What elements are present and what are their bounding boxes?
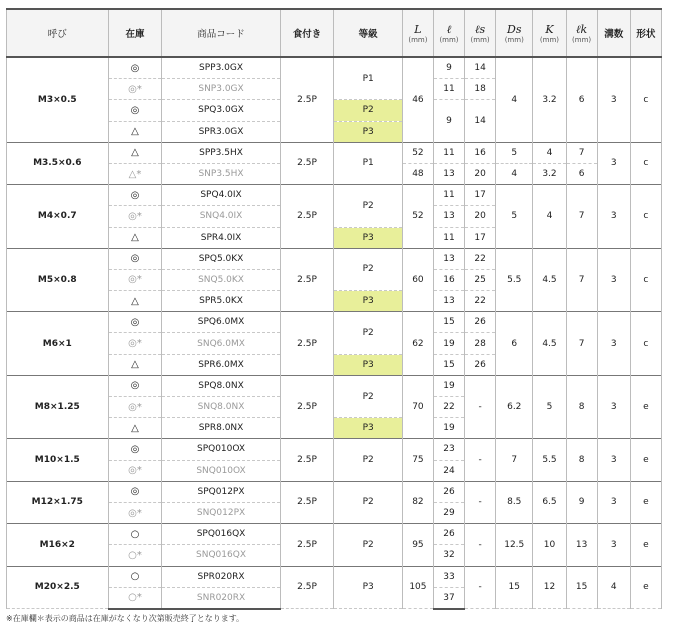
l-value: 13 [433, 291, 464, 312]
ls-value: 26 [465, 312, 496, 333]
stock-mark: △* [108, 163, 162, 184]
bite-value: 2.5P [280, 312, 334, 376]
l-value: 11 [433, 79, 464, 100]
nominal-size: M6×1 [7, 312, 109, 376]
product-code: SNP3.0GX [162, 79, 280, 100]
lk-value: 7 [566, 185, 597, 249]
grade-value: P2 [334, 524, 402, 566]
shape-value: c [630, 248, 661, 312]
grade-value: P2 [334, 312, 402, 354]
stock-mark: ○ [108, 566, 162, 587]
ls-value: - [465, 481, 496, 523]
K-value: 3.2 [533, 57, 566, 142]
l-value: 26 [433, 481, 464, 502]
lk-value: 15 [566, 566, 597, 609]
product-code: SPR6.0MX [162, 354, 280, 375]
header-ls [465, 9, 496, 57]
l-value: 33 [433, 566, 464, 587]
lk-value: 6 [566, 57, 597, 142]
stock-mark: △ [108, 354, 162, 375]
L-value: 105 [402, 566, 433, 609]
product-code: SPP3.0GX [162, 57, 280, 79]
ls-value: 22 [465, 291, 496, 312]
Ds-value: 12.5 [496, 524, 533, 566]
header-lk-unit: (mm) [572, 35, 592, 44]
product-code: SNQ010OX [162, 460, 280, 481]
header-ls-unit: (mm) [470, 35, 490, 44]
header-bite: 食付き [280, 9, 334, 57]
shape-value: c [630, 185, 661, 249]
l-value: 15 [433, 312, 464, 333]
l-value: 26 [433, 524, 464, 545]
stock-mark: ◎ [108, 312, 162, 333]
l-value: 29 [433, 502, 464, 523]
header-l-symbol: ℓ [446, 22, 452, 36]
flutes-value: 3 [597, 185, 630, 249]
L-value: 48 [402, 163, 433, 184]
bite-value: 2.5P [280, 248, 334, 312]
l-value: 11 [433, 142, 464, 163]
product-code: SPQ010OX [162, 439, 280, 460]
bite-value: 2.5P [280, 57, 334, 142]
header-Ds-unit: (mm) [504, 35, 524, 44]
l-value: 22 [433, 397, 464, 418]
product-code: SPQ4.0IX [162, 185, 280, 206]
l-value: 9 [433, 57, 464, 79]
grade-value: P3 [334, 121, 402, 142]
flutes-value: 3 [597, 248, 630, 312]
lk-value: 9 [566, 481, 597, 523]
L-value: 46 [402, 57, 433, 142]
K-value: 4.5 [533, 248, 566, 312]
lk-value: 7 [566, 142, 597, 163]
bite-value: 2.5P [280, 481, 334, 523]
tap-spec-table [6, 8, 662, 610]
stock-mark: △ [108, 121, 162, 142]
stock-mark: ○* [108, 545, 162, 566]
header-K-unit: (mm) [539, 35, 560, 44]
ls-value: - [465, 524, 496, 566]
product-code: SNQ6.0MX [162, 333, 280, 354]
stock-mark: ◎* [108, 206, 162, 227]
header-L [402, 9, 433, 57]
product-code: SPQ016QX [162, 524, 280, 545]
l-value: 19 [433, 418, 464, 439]
flutes-value: 4 [597, 566, 630, 609]
product-code: SPR020RX [162, 566, 280, 587]
header-shape: 形状 [630, 9, 661, 57]
product-code: SPQ8.0NX [162, 375, 280, 396]
product-code: SPR8.0NX [162, 418, 280, 439]
grade-value: P2 [334, 375, 402, 417]
stock-mark: ◎ [108, 248, 162, 269]
Ds-value: 4 [496, 163, 533, 184]
L-value: 52 [402, 185, 433, 249]
l-value: 24 [433, 460, 464, 481]
K-value: 4 [533, 185, 566, 249]
header-nominal: 呼び [7, 9, 109, 57]
K-value: 4 [533, 142, 566, 163]
product-code: SPQ3.0GX [162, 100, 280, 121]
grade-value: P1 [334, 142, 402, 184]
shape-value: e [630, 439, 661, 481]
shape-value: e [630, 524, 661, 566]
bite-value: 2.5P [280, 375, 334, 439]
stock-mark: ◎ [108, 57, 162, 79]
product-code: SNQ012PX [162, 502, 280, 523]
l-value: 19 [433, 375, 464, 396]
grade-value: P2 [334, 481, 402, 523]
table-row [7, 57, 662, 79]
stock-mark: ◎* [108, 269, 162, 290]
L-value: 52 [402, 142, 433, 163]
stock-mark: △ [108, 418, 162, 439]
l-value: 9 [433, 100, 464, 142]
product-code: SNQ5.0KX [162, 269, 280, 290]
stock-mark: ◎* [108, 460, 162, 481]
stock-mark: △ [108, 142, 162, 163]
header-L-symbol: L [414, 22, 422, 36]
product-code: SNQ4.0IX [162, 206, 280, 227]
K-value: 10 [533, 524, 566, 566]
header-code: 商品コード [162, 9, 280, 57]
shape-value: c [630, 142, 661, 184]
shape-value: c [630, 312, 661, 376]
stock-mark: ◎ [108, 375, 162, 396]
ls-value: 26 [465, 354, 496, 375]
product-code: SNQ016QX [162, 545, 280, 566]
header-ls-symbol: ℓs [474, 22, 486, 36]
stock-mark: ◎* [108, 502, 162, 523]
L-value: 75 [402, 439, 433, 481]
nominal-size: M4×0.7 [7, 185, 109, 249]
header-row [7, 9, 662, 57]
product-code: SPR5.0KX [162, 291, 280, 312]
flutes-value: 3 [597, 312, 630, 376]
table-row [7, 481, 662, 502]
ls-value: 17 [465, 227, 496, 248]
nominal-size: M8×1.25 [7, 375, 109, 439]
ls-value: 17 [465, 185, 496, 206]
l-value: 13 [433, 206, 464, 227]
header-lk [566, 9, 597, 57]
table-row [7, 142, 662, 163]
header-Ds-symbol: Ds [507, 22, 522, 36]
grade-value: P2 [334, 185, 402, 227]
bite-value: 2.5P [280, 524, 334, 566]
stock-mark: ◎ [108, 185, 162, 206]
ls-value: - [465, 375, 496, 439]
stock-mark: △ [108, 291, 162, 312]
Ds-value: 4 [496, 57, 533, 142]
l-value: 19 [433, 333, 464, 354]
table-row [7, 248, 662, 269]
ls-value: - [465, 439, 496, 481]
table-row [7, 312, 662, 333]
grade-value: P2 [334, 248, 402, 290]
l-value: 13 [433, 163, 464, 184]
K-value: 3.2 [533, 163, 566, 184]
stock-mark: ◎ [108, 100, 162, 121]
l-value: 11 [433, 185, 464, 206]
Ds-value: 15 [496, 566, 533, 609]
l-value: 37 [433, 587, 464, 609]
nominal-size: M16×2 [7, 524, 109, 566]
shape-value: e [630, 481, 661, 523]
lk-value: 7 [566, 312, 597, 376]
product-code: SPR3.0GX [162, 121, 280, 142]
K-value: 5 [533, 375, 566, 439]
L-value: 82 [402, 481, 433, 523]
grade-value: P3 [334, 566, 402, 609]
header-flutes: 溝数 [597, 9, 630, 57]
bite-value: 2.5P [280, 185, 334, 249]
header-K [533, 9, 566, 57]
header-stock: 在庫 [108, 9, 162, 57]
flutes-value: 3 [597, 481, 630, 523]
nominal-size: M3×0.5 [7, 57, 109, 142]
grade-value: P1 [334, 57, 402, 100]
header-L-unit: (mm) [408, 35, 428, 44]
table-row [7, 375, 662, 396]
lk-value: 7 [566, 248, 597, 312]
ls-value: 22 [465, 248, 496, 269]
flutes-value: 3 [597, 375, 630, 439]
nominal-size: M5×0.8 [7, 248, 109, 312]
l-value: 16 [433, 269, 464, 290]
header-l-unit: (mm) [439, 35, 459, 44]
Ds-value: 5.5 [496, 248, 533, 312]
l-value: 23 [433, 439, 464, 460]
product-code: SNQ8.0NX [162, 397, 280, 418]
L-value: 62 [402, 312, 433, 376]
nominal-size: M3.5×0.6 [7, 142, 109, 184]
stock-mark: ◎* [108, 397, 162, 418]
K-value: 6.5 [533, 481, 566, 523]
product-code: SPQ6.0MX [162, 312, 280, 333]
bite-value: 2.5P [280, 439, 334, 481]
flutes-value: 3 [597, 524, 630, 566]
Ds-value: 5 [496, 142, 533, 163]
ls-value: 16 [465, 142, 496, 163]
flutes-value: 3 [597, 142, 630, 184]
grade-value: P2 [334, 439, 402, 481]
l-value: 13 [433, 248, 464, 269]
stock-mark: ◎* [108, 333, 162, 354]
stock-mark: ○ [108, 524, 162, 545]
product-code: SNR020RX [162, 587, 280, 609]
nominal-size: M12×1.75 [7, 481, 109, 523]
header-lk-symbol: ℓk [575, 22, 588, 36]
Ds-value: 6 [496, 312, 533, 376]
Ds-value: 7 [496, 439, 533, 481]
bite-value: 2.5P [280, 142, 334, 184]
Ds-value: 8.5 [496, 481, 533, 523]
table-row [7, 439, 662, 460]
header-K-symbol: K [545, 22, 554, 36]
table-row [7, 566, 662, 587]
table-row [7, 524, 662, 545]
shape-value: e [630, 566, 661, 609]
product-code: SPQ012PX [162, 481, 280, 502]
stock-mark: △ [108, 227, 162, 248]
lk-value: 6 [566, 163, 597, 184]
stock-mark: ◎* [108, 79, 162, 100]
ls-value: 18 [465, 79, 496, 100]
bite-value: 2.5P [280, 566, 334, 609]
Ds-value: 5 [496, 185, 533, 249]
header-grade: 等級 [334, 9, 402, 57]
ls-value: 28 [465, 333, 496, 354]
product-code: SNP3.5HX [162, 163, 280, 184]
nominal-size: M10×1.5 [7, 439, 109, 481]
shape-value: c [630, 57, 661, 142]
table-body [7, 57, 662, 609]
ls-value: 25 [465, 269, 496, 290]
L-value: 95 [402, 524, 433, 566]
L-value: 70 [402, 375, 433, 439]
l-value: 15 [433, 354, 464, 375]
product-code: SPR4.0IX [162, 227, 280, 248]
header-l [433, 9, 464, 57]
l-value: 32 [433, 545, 464, 566]
Ds-value: 6.2 [496, 375, 533, 439]
lk-value: 8 [566, 439, 597, 481]
product-code: SPP3.5HX [162, 142, 280, 163]
grade-value: P3 [334, 354, 402, 375]
lk-value: 13 [566, 524, 597, 566]
K-value: 4.5 [533, 312, 566, 376]
grade-value: P3 [334, 227, 402, 248]
stock-mark: ○* [108, 587, 162, 609]
header-Ds [496, 9, 533, 57]
flutes-value: 3 [597, 439, 630, 481]
ls-value: 14 [465, 57, 496, 79]
ls-value: 14 [465, 100, 496, 142]
grade-value: P3 [334, 291, 402, 312]
ls-value: 20 [465, 206, 496, 227]
K-value: 12 [533, 566, 566, 609]
K-value: 5.5 [533, 439, 566, 481]
product-code: SPQ5.0KX [162, 248, 280, 269]
L-value: 60 [402, 248, 433, 312]
ls-value: 20 [465, 163, 496, 184]
nominal-size: M20×2.5 [7, 566, 109, 609]
stock-mark: ◎ [108, 481, 162, 502]
grade-value: P3 [334, 418, 402, 439]
stock-mark: ◎ [108, 439, 162, 460]
grade-value: P2 [334, 100, 402, 121]
lk-value: 8 [566, 375, 597, 439]
l-value: 11 [433, 227, 464, 248]
flutes-value: 3 [597, 57, 630, 142]
footnote: ※在庫欄＊表示の商品は在庫がなくなり次第販売終了となります。 [6, 614, 245, 623]
ls-value: - [465, 566, 496, 609]
shape-value: e [630, 375, 661, 439]
table-row [7, 185, 662, 206]
